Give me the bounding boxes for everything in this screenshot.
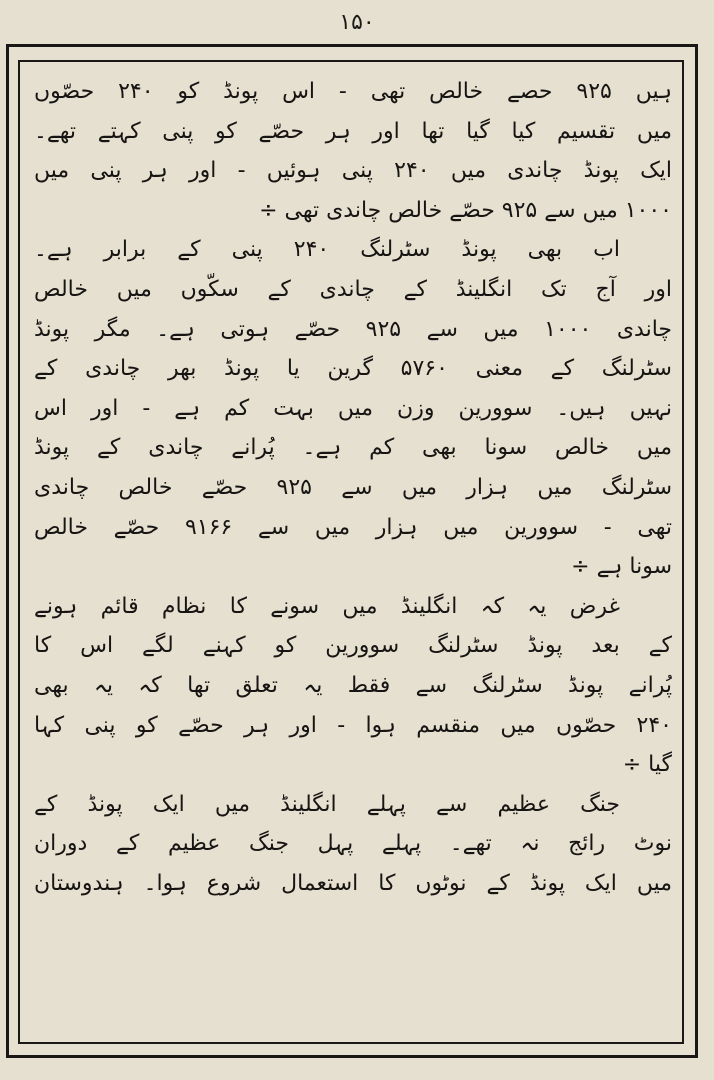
page-number: ۱۵۰	[339, 10, 375, 35]
text-line: ہیں ۹۲۵ حصے خالص تھی - اس پونڈ کو ۲۴۰ حصّوں	[34, 79, 672, 104]
text-line: تھی - سوورین میں ہزار میں سے ۹۱۶۶ حصّے خالص	[34, 514, 672, 540]
text-line: چاندی ۱۰۰۰ میں سے ۹۲۵ حصّے ہوتی ہے۔ مگر پونڈ	[34, 316, 672, 342]
text-line: میں ایک پونڈ کے نوٹوں کا استعمال شروع ہوا۔ ہندوستان	[34, 870, 672, 896]
text-line: میں تقسیم کیا گیا تھا اور ہر حصّے کو پنی کہتے تھے۔	[34, 118, 672, 144]
text-line: جنگ عظیم سے پہلے انگلینڈ میں ایک پونڈ کے	[34, 791, 620, 817]
paragraph-4	[34, 785, 672, 904]
text-line: ۱۰۰۰ میں سے ۹۲۵ حصّے خالص چاندی تھی ÷	[259, 197, 672, 223]
text-line: سٹرلنگ میں ہزار میں سے ۹۲۵ حصّے خالص چاندی	[34, 474, 672, 500]
text-line: میں خالص سونا بھی کم ہے۔ پُرانے چاندی کے پونڈ	[34, 435, 672, 461]
text-line: گیا ÷	[622, 752, 672, 778]
text-line: کے بعد پونڈ سٹرلنگ سوورین کو کہنے لگے اس کا	[34, 633, 672, 659]
text-line: سونا ہے ÷	[571, 554, 672, 580]
text-line: سٹرلنگ کے معنی ۵۷۶۰ گرین یا پونڈ بھر چاندی کے	[34, 356, 672, 382]
paragraph-1	[34, 72, 672, 230]
text-line: اب بھی پونڈ سٹرلنگ ۲۴۰ پنی کے برابر ہے۔	[34, 237, 620, 263]
text-line: ایک پونڈ چاندی میں ۲۴۰ پنی ہوئیں - اور ہر پنی میں	[34, 158, 672, 184]
text-line: نہیں ہیں۔ سوورین وزن میں بہت کم ہے - اور اس	[34, 395, 672, 421]
paragraph-3	[34, 587, 672, 785]
text-line: پُرانے پونڈ سٹرلنگ سے فقط یہ تعلق تھا کہ یہ بھی	[34, 672, 672, 698]
body-text	[34, 72, 672, 1032]
paragraph-2	[34, 230, 672, 586]
text-line: نوٹ رائج نہ تھے۔ پہلے پہل جنگ عظیم کے دوران	[34, 831, 672, 857]
text-line: ۲۴۰ حصّوں میں منقسم ہوا - اور ہر حصّے کو پنی کہا	[34, 712, 672, 738]
text-line: اور آج تک انگلینڈ کے چاندی کے سکّوں میں خالص	[34, 276, 672, 302]
text-line: غرض یہ کہ انگلینڈ میں سونے کا نظام قائم ہونے	[34, 593, 620, 619]
